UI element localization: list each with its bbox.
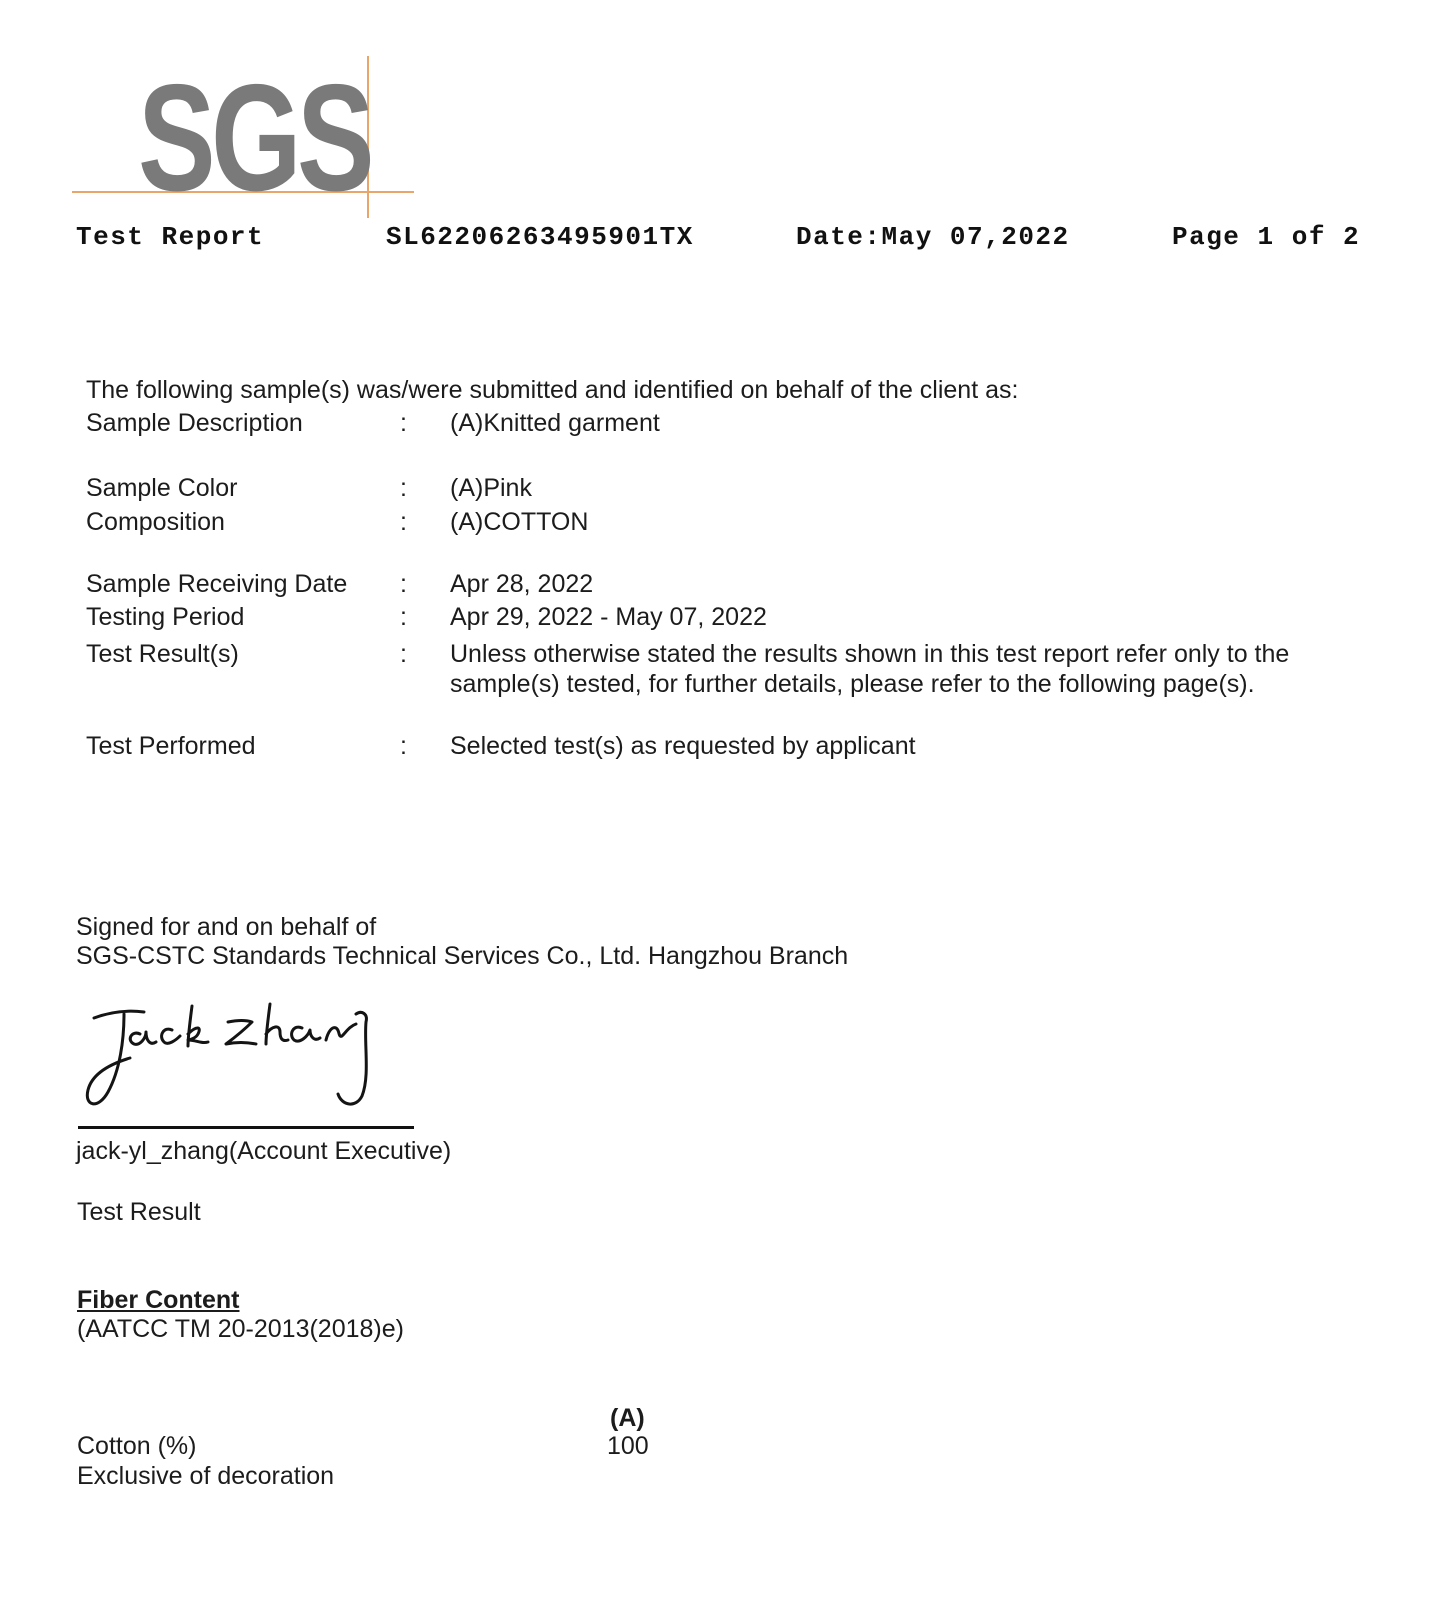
signatory-name: jack-yl_zhang(Account Executive) (76, 1137, 452, 1165)
test-result-heading: Test Result (77, 1198, 201, 1226)
field-value-composition: (A)COTTON (450, 508, 589, 536)
field-label-sample-description: Sample Description (86, 409, 303, 437)
field-label-test-performed: Test Performed (86, 732, 256, 760)
field-value-sample-color: (A)Pink (450, 474, 532, 502)
fiber-content-title: Fiber Content (77, 1286, 240, 1314)
field-separator: : (400, 508, 407, 536)
fiber-method: (AATCC TM 20-2013(2018)e) (77, 1315, 404, 1343)
logo-text: SGS (138, 56, 371, 223)
report-label: Test Report (76, 222, 265, 252)
field-separator: : (400, 409, 407, 437)
field-separator: : (400, 570, 407, 598)
report-number: SL62206263495901TX (386, 222, 694, 252)
result-column-header: (A) (610, 1404, 645, 1432)
field-separator: : (400, 603, 407, 631)
result-row-value: 100 (607, 1432, 649, 1460)
field-label-composition: Composition (86, 508, 225, 536)
field-separator: : (400, 732, 407, 760)
field-label-test-results: Test Result(s) (86, 640, 239, 668)
result-row-label: Cotton (%) (77, 1432, 197, 1460)
report-date: Date:May 07,2022 (796, 222, 1070, 252)
company-name: SGS-CSTC Standards Technical Services Co., Ltd. Hangzhou Branch (76, 942, 849, 970)
field-label-receiving-date: Sample Receiving Date (86, 570, 348, 598)
handwritten-signature (80, 1000, 390, 1118)
signed-for-text: Signed for and on behalf of (76, 913, 377, 941)
field-value-sample-description: (A)Knitted garment (450, 409, 660, 437)
field-value-test-results-line1: Unless otherwise stated the results shown in this test report refer only to the (450, 640, 1290, 668)
field-label-testing-period: Testing Period (86, 603, 245, 631)
intro-text: The following sample(s) was/were submitted and identified on behalf of the client as: (86, 376, 1019, 404)
field-value-receiving-date: Apr 28, 2022 (450, 570, 594, 598)
sgs-logo (72, 56, 418, 226)
field-separator: : (400, 640, 407, 668)
field-label-sample-color: Sample Color (86, 474, 238, 502)
field-value-test-performed: Selected test(s) as requested by applicant (450, 732, 916, 760)
field-value-testing-period: Apr 29, 2022 - May 07, 2022 (450, 603, 767, 631)
signature-line (78, 1126, 414, 1129)
result-note: Exclusive of decoration (77, 1462, 335, 1490)
field-value-test-results-line2: sample(s) tested, for further details, please refer to the following page(s). (450, 670, 1255, 698)
field-separator: : (400, 474, 407, 502)
page-indicator: Page 1 of 2 (1172, 222, 1361, 252)
